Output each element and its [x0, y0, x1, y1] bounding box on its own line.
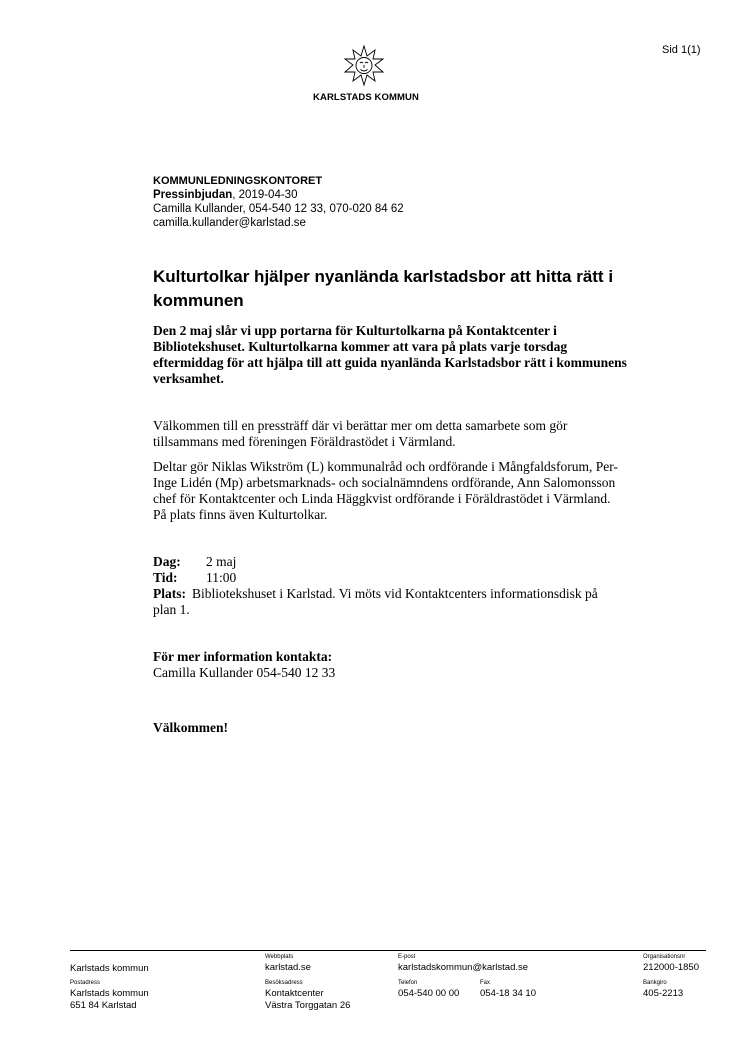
- footer-phone: 054-540 00 00: [398, 988, 460, 999]
- event-details: [153, 554, 623, 618]
- contact-line: Camilla Kullander, 054-540 12 33, 070-020 84 62: [153, 203, 404, 215]
- footer-fax: 054-18 34 10: [480, 988, 536, 999]
- lead-paragraph: Den 2 maj slår vi upp portarna för Kulturtolkarna på Kontaktcenter i Bibliotekshuset. Kulturtolkarna kommer att vara på plats varje torsdag eftermiddag för att hjälpa till att guida nyanlända Karlstadsbor rätt i kommunens verksamhet.: [153, 323, 627, 386]
- footer-email[interactable]: karlstadskommun@karlstad.se: [398, 962, 529, 973]
- organisation-logo-text: KARLSTADS KOMMUN: [313, 92, 419, 103]
- contact-section: [153, 649, 335, 681]
- footer-phone-label: Telefon: [398, 980, 418, 986]
- footer-divider: [70, 950, 706, 951]
- contact-email: camilla.kullander@karlstad.se: [153, 217, 306, 229]
- contact-heading: För mer information kontakta:: [153, 649, 333, 664]
- contact-person: Camilla Kullander 054-540 12 33: [153, 665, 336, 680]
- detail-row-place: [153, 586, 623, 618]
- place-value: Bibliotekshuset i Karlstad. Vi möts vid Kontaktcenters informationsdisk på plan 1.: [153, 586, 598, 617]
- department: KOMMUNLEDNINGSKONTORET: [153, 175, 323, 187]
- footer-bankgiro-label: Bankgiro: [643, 980, 667, 986]
- day-label: Dag:: [153, 554, 181, 569]
- footer-email-label: E-post: [398, 954, 416, 960]
- footer-visit-label: Besöksadress: [265, 980, 303, 986]
- document-header: [153, 174, 404, 230]
- footer-bankgiro: 405-2213: [643, 988, 684, 999]
- time-value: 11:00: [206, 570, 237, 585]
- page-number: Sid 1(1): [662, 44, 701, 56]
- footer-orgnr-label: Organisationsnr: [643, 954, 686, 960]
- footer-web-label: Webbplats: [265, 954, 294, 960]
- footer-org-name: Karlstads kommun: [70, 963, 149, 974]
- press-title: Kulturtolkar hjälper nyanlända karlstadsbor att hitta rätt i kommunen: [153, 267, 614, 310]
- footer-postal-label: Postadress: [70, 980, 101, 986]
- footer-orgnr: 212000-1850: [643, 962, 699, 973]
- day-value: 2 maj: [206, 554, 237, 569]
- place-label: Plats:: [153, 586, 186, 601]
- footer-visit-line-1: Kontaktcenter: [265, 988, 324, 999]
- sun-logo-icon: [343, 44, 385, 90]
- closing-text: Välkommen!: [153, 720, 228, 735]
- time-label: Tid:: [153, 570, 178, 585]
- detail-row-time: [153, 570, 623, 586]
- press-date: , 2019-04-30: [232, 189, 298, 201]
- footer-visit-line-2: Västra Torggatan 26: [265, 1000, 351, 1011]
- body-paragraph: Välkommen till en pressträff där vi berättar mer om detta samarbete som gör tillsammans med föreningen Föräldrastödet i Värmland.: [153, 418, 568, 449]
- footer-web[interactable]: karlstad.se: [265, 962, 311, 973]
- footer-postal-line-1: Karlstads kommun: [70, 988, 149, 999]
- body-paragraph: Deltar gör Niklas Wikström (L) kommunalråd och ordförande i Mångfaldsforum, Per-Inge Lidén (Mp) arbetsmarknads- och socialnämndens ordförande, Ann Salomonsson chef för Kontaktcenter och Linda Häggkvist ordförande i Föräldrastödet i Värmland. På plats finns även Kulturtolkar.: [153, 459, 618, 522]
- detail-row-day: [153, 554, 623, 570]
- footer-fax-label: Fax: [480, 980, 491, 986]
- press-type: Pressinbjudan: [153, 189, 233, 201]
- footer-postal-line-2: 651 84 Karlstad: [70, 1000, 137, 1011]
